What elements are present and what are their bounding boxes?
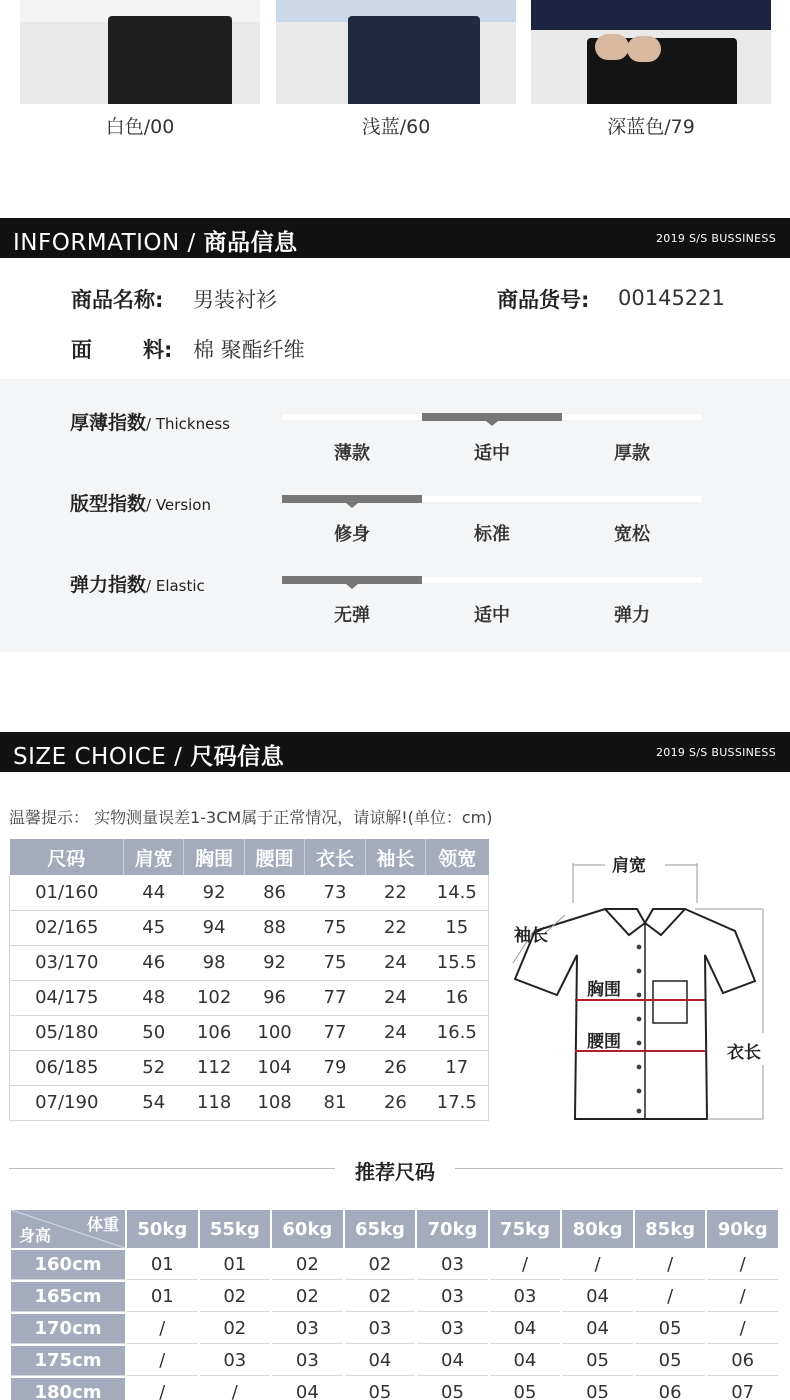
table-cell: 79 [305,1050,365,1085]
table-cell: 86 [244,875,304,910]
weight-header: 70kg [417,1210,488,1248]
table-cell: 03 [490,1282,561,1312]
elastic-option-stretch: 弹力 [614,605,650,626]
table-cell: 73 [305,875,365,910]
product-name-value: 男装衬衫 [193,288,277,312]
weight-header: 85kg [635,1210,706,1248]
information-title-en: INFORMATION / [13,230,196,256]
size-choice-header [0,732,790,772]
table-cell: 102 [184,980,244,1015]
table-row [10,980,489,1015]
table-cell: 02 [345,1282,416,1312]
table-cell: 04 [345,1346,416,1376]
table-cell: 94 [184,910,244,945]
size-choice-title-en: SIZE CHOICE / [13,744,183,770]
elastic-option-none: 无弹 [334,605,370,626]
elastic-option-medium: 适中 [474,605,510,626]
table-cell: 15.5 [426,945,489,980]
table-cell: 54 [124,1085,184,1120]
table-cell: 01 [127,1250,198,1280]
shirt-outline-icon [505,843,785,1133]
table-cell: 44 [124,875,184,910]
table-cell: 01 [127,1282,198,1312]
information-header [0,218,790,258]
table-cell: 92 [184,875,244,910]
table-cell: 05 [635,1314,706,1344]
recommend-table-header [11,1210,778,1248]
thickness-index-en: / Thickness [146,415,230,433]
elastic-index-title [70,570,205,597]
version-scale [282,496,702,502]
corner-cell [11,1210,125,1248]
table-cell: 04 [562,1282,633,1312]
table-cell: 96 [244,980,304,1015]
table-cell: 07 [707,1378,778,1400]
table-cell: 02/165 [10,910,124,945]
table-cell: / [635,1282,706,1312]
thickness-option-thin: 薄款 [334,443,370,464]
version-option-slim: 修身 [334,524,370,545]
table-cell: / [127,1378,198,1400]
version-option-loose: 宽松 [614,524,650,545]
recommend-title: 推荐尺码 [355,1160,435,1184]
table-cell: 52 [124,1050,184,1085]
diagram-label-sleeve: 袖长 [514,926,548,946]
height-axis-label: 身高 [19,1226,52,1245]
product-photo-navy[interactable] [531,0,771,104]
table-cell: 118 [184,1085,244,1120]
column-header: 尺码 [10,839,124,875]
hands-image [595,34,629,60]
table-cell: 75 [305,910,365,945]
weight-header: 80kg [562,1210,633,1248]
table-cell: 26 [365,1050,425,1085]
column-header: 腰围 [244,839,304,875]
thickness-option-medium: 适中 [474,443,510,464]
weight-header: 55kg [200,1210,271,1248]
table-cell: / [490,1250,561,1280]
version-index-title [70,489,211,516]
elastic-index-en: / Elastic [146,577,205,595]
table-cell: 48 [124,980,184,1015]
table-cell: 04 [562,1314,633,1344]
thickness-index-title [70,408,230,435]
thickness-index-cn: 厚薄指数 [70,412,147,434]
table-cell: 03 [417,1282,488,1312]
table-cell: 46 [124,945,184,980]
table-cell: 02 [345,1250,416,1280]
table-cell: 81 [305,1085,365,1120]
material-label-start: 面 [71,338,92,362]
table-cell: 104 [244,1050,304,1085]
table-cell: 26 [365,1085,425,1120]
material-value: 棉 聚酯纤维 [193,338,305,362]
table-row [10,1085,489,1120]
weight-header: 75kg [490,1210,561,1248]
table-cell: / [707,1250,778,1280]
table-cell: 77 [305,980,365,1015]
diagram-label-length: 衣长 [727,1043,761,1063]
table-cell: 106 [184,1015,244,1050]
size-choice-title-cn: 尺码信息 [190,744,285,770]
table-cell: 06/185 [10,1050,124,1085]
weight-header: 60kg [272,1210,343,1248]
elastic-index-cn: 弹力指数 [70,574,147,596]
table-cell: 06 [635,1378,706,1400]
table-cell: 75 [305,945,365,980]
product-sku-label: 商品货号: [497,288,590,312]
table-cell: / [127,1346,198,1376]
recommend-size-table [9,1208,780,1400]
height-header: 165cm [11,1282,125,1312]
table-cell: 16.5 [426,1015,489,1050]
color-caption-white: 白色/00 [105,116,175,138]
table-cell: 05/180 [10,1015,124,1050]
table-cell: 88 [244,910,304,945]
fit-index-panel [0,379,790,652]
table-cell: 50 [124,1015,184,1050]
table-row [11,1250,778,1280]
version-option-standard: 标准 [474,524,510,545]
table-cell: / [562,1250,633,1280]
table-cell: / [707,1314,778,1344]
table-cell: 15 [426,910,489,945]
table-cell: 05 [490,1378,561,1400]
table-cell: 22 [365,910,425,945]
weight-axis-label: 体重 [86,1215,119,1234]
table-cell: 77 [305,1015,365,1050]
information-title [13,224,298,257]
table-cell: / [200,1378,271,1400]
column-header: 肩宽 [124,839,184,875]
elastic-scale [282,577,702,583]
version-index-cn: 版型指数 [70,493,147,515]
shirt-measurement-diagram [505,843,785,1133]
divider-right [455,1168,783,1169]
table-row [10,945,489,980]
table-cell: 03 [417,1314,488,1344]
table-cell: 02 [200,1282,271,1312]
column-header: 胸围 [184,839,244,875]
table-row [11,1378,778,1400]
table-row [11,1314,778,1344]
table-cell: 45 [124,910,184,945]
table-cell: 04/175 [10,980,124,1015]
measurement-note: 温馨提示： 实物测量误差1-3CM属于正常情况，请谅解!(单位：cm) [9,808,493,827]
table-cell: 98 [184,945,244,980]
table-cell: 24 [365,945,425,980]
table-cell: 04 [490,1346,561,1376]
table-cell: 92 [244,945,304,980]
table-cell: / [635,1250,706,1280]
size-table [9,839,489,1121]
product-photo-white[interactable] [20,0,260,104]
table-cell: 04 [490,1314,561,1344]
table-cell: 01/160 [10,875,124,910]
table-cell: 02 [272,1250,343,1280]
diagram-label-waist: 腰围 [587,1032,621,1052]
table-cell: 01 [200,1250,271,1280]
table-row [10,875,489,910]
season-tag: 2019 S/S BUSSINESS [655,746,776,759]
table-cell: 05 [417,1378,488,1400]
table-cell: / [707,1282,778,1312]
table-cell: 24 [365,980,425,1015]
table-cell: 14.5 [426,875,489,910]
table-cell: 07/190 [10,1085,124,1120]
size-table-header [10,839,489,875]
pointer-icon [346,503,358,508]
corner-header [11,1210,125,1248]
height-header: 175cm [11,1346,125,1376]
material-label-end: 料: [143,338,173,362]
color-caption-navy: 深蓝色/79 [607,116,695,138]
color-caption-light-blue: 浅蓝/60 [361,116,431,138]
table-row [10,910,489,945]
table-cell: 22 [365,875,425,910]
pointer-icon [346,584,358,589]
table-cell: 03 [200,1346,271,1376]
table-cell: 24 [365,1015,425,1050]
height-header: 160cm [11,1250,125,1280]
table-cell: 04 [417,1346,488,1376]
height-header: 170cm [11,1314,125,1344]
table-cell: 05 [562,1378,633,1400]
table-cell: / [127,1314,198,1344]
column-header: 衣长 [305,839,365,875]
version-selected-segment [282,495,422,503]
thickness-selected-segment [422,413,562,421]
pointer-icon [486,421,498,426]
table-cell: 112 [184,1050,244,1085]
table-cell: 100 [244,1015,304,1050]
size-choice-title [13,738,284,771]
column-header: 领宽 [426,839,489,875]
table-cell: 02 [272,1282,343,1312]
version-index-en: / Version [146,496,211,514]
table-cell: 03/170 [10,945,124,980]
table-row [11,1346,778,1376]
height-header: 180cm [11,1378,125,1400]
divider-left [9,1168,335,1169]
weight-header: 90kg [707,1210,778,1248]
elastic-selected-segment [282,576,422,584]
weight-header: 50kg [127,1210,198,1248]
product-sku-value: 00145221 [618,286,725,310]
diagram-label-chest: 胸围 [587,980,621,1000]
column-header: 袖长 [365,839,425,875]
table-cell: 02 [200,1314,271,1344]
shirt-swatch [531,0,771,30]
table-cell: 03 [272,1346,343,1376]
table-cell: 03 [345,1314,416,1344]
product-name-label: 商品名称: [71,288,164,312]
weight-header: 65kg [345,1210,416,1248]
table-cell: 03 [272,1314,343,1344]
table-row [11,1282,778,1312]
hands-image [627,36,661,62]
table-cell: 16 [426,980,489,1015]
table-cell: 108 [244,1085,304,1120]
table-cell: 17 [426,1050,489,1085]
season-tag: 2019 S/S BUSSINESS [655,232,776,245]
table-cell: 04 [272,1378,343,1400]
color-photos [0,0,790,150]
product-photo-light-blue[interactable] [276,0,516,104]
table-row [10,1050,489,1085]
diagram-label-shoulder: 肩宽 [612,856,646,876]
table-cell: 05 [635,1346,706,1376]
information-title-cn: 商品信息 [203,230,298,256]
thickness-scale [282,414,702,420]
trousers-image [108,16,232,104]
table-cell: 03 [417,1250,488,1280]
table-cell: 05 [345,1378,416,1400]
table-cell: 06 [707,1346,778,1376]
table-cell: 05 [562,1346,633,1376]
table-cell: 17.5 [426,1085,489,1120]
table-row [10,1015,489,1050]
trousers-image [348,16,480,104]
thickness-option-thick: 厚款 [614,443,650,464]
